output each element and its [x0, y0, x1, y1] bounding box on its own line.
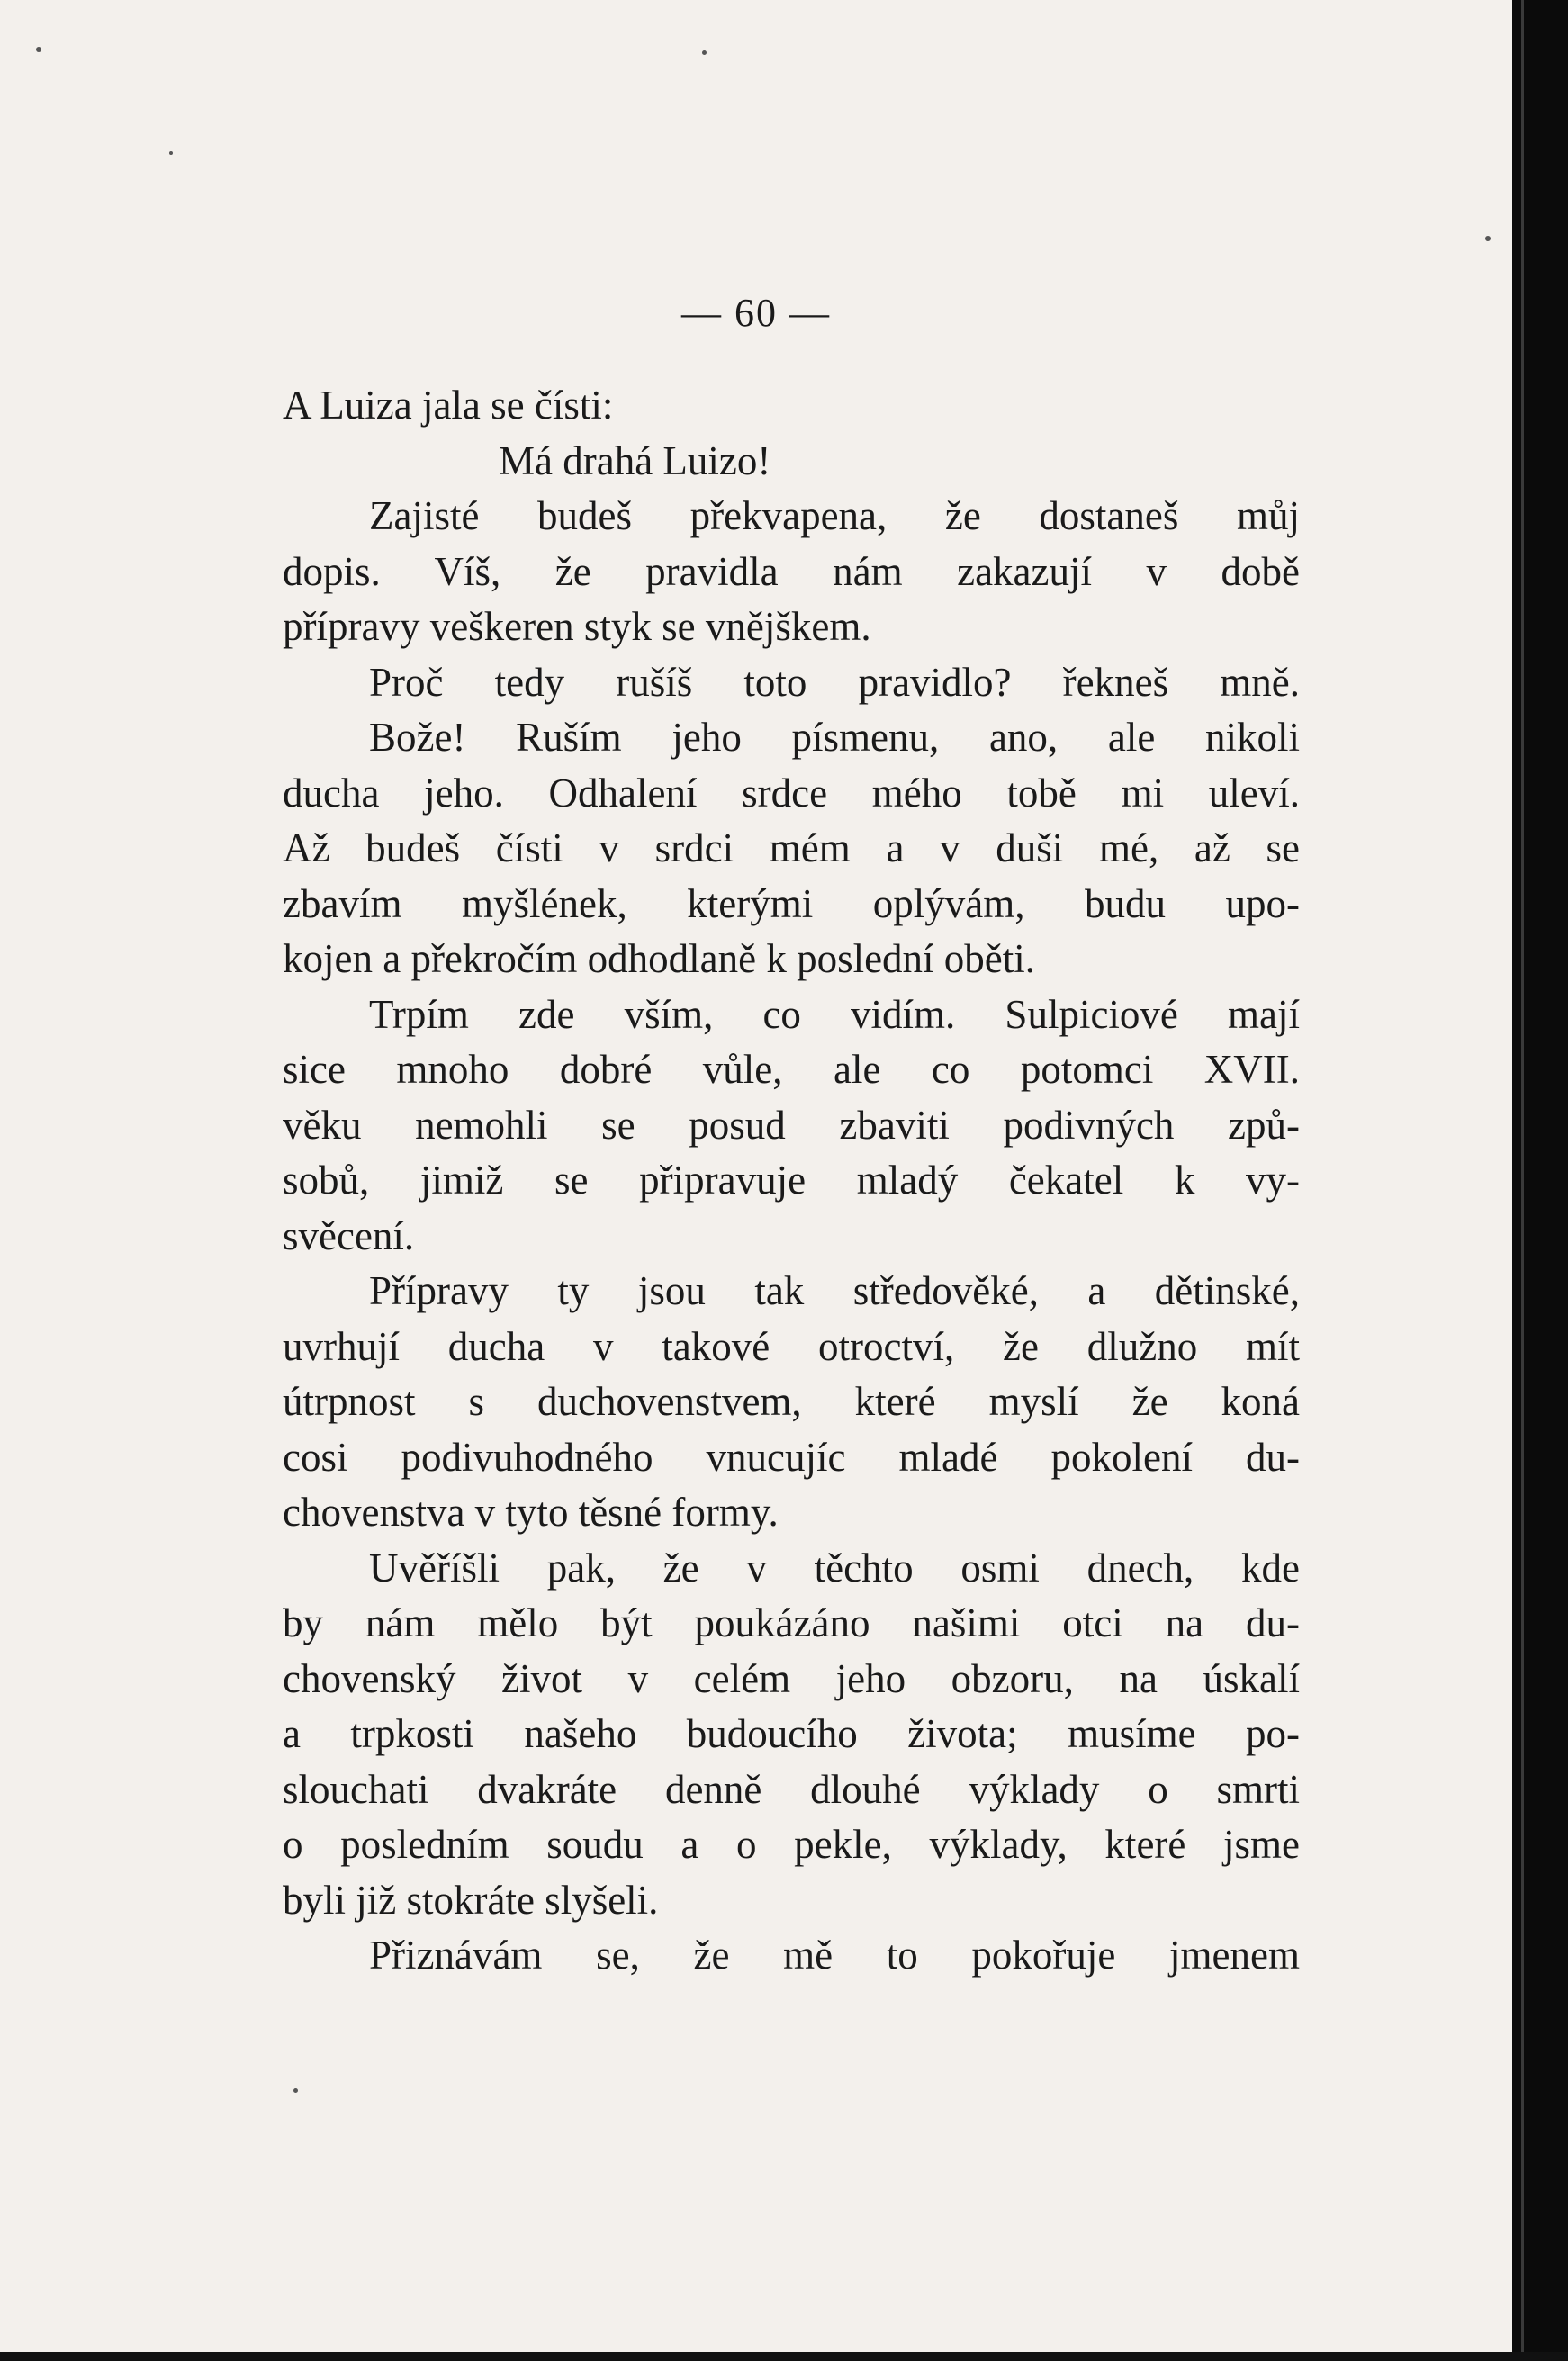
body-text [283, 378, 1300, 1984]
page-number: — 60 — [681, 291, 831, 335]
text-line: Zajisté budeš překvapena, že dostaneš můj [369, 493, 1300, 538]
text-line: Trpím zde vším, co vidím. Sulpiciové mají [369, 991, 1300, 1037]
text-line: by nám mělo být poukázáno našimi otci na du- [283, 1600, 1300, 1645]
text-line: slouchati dvakráte denně dlouhé výklady o smrti [283, 1766, 1300, 1812]
text-line: Uvěříšli pak, že v těchto osmi dnech, kde [369, 1545, 1300, 1591]
scan-speck [702, 50, 707, 55]
text-line: byli již stokráte slyšeli. [283, 1877, 659, 1923]
text-line: zbavím myšlének, kterými oplývám, budu upo- [283, 880, 1300, 926]
text-line: svěcení. [283, 1212, 415, 1258]
text-line: Má drahá Luizo! [499, 437, 771, 483]
text-line: ducha jeho. Odhalení srdce mého tobě mi uleví. [283, 770, 1300, 816]
scan-edge-bottom [0, 2352, 1568, 2361]
text-line: chovenský život v celém jeho obzoru, na úskalí [283, 1655, 1300, 1701]
text-line: o posledním soudu a o pekle, výklady, které jsme [283, 1822, 1300, 1867]
text-line: sobů, jimiž se připravuje mladý čekatel k vy- [283, 1158, 1300, 1203]
text-line: Proč tedy rušíš toto pravidlo? řekneš mně. [369, 659, 1300, 705]
text-line: útrpnost s duchovenstvem, které myslí že koná [283, 1379, 1300, 1424]
scan-speck [293, 2088, 298, 2093]
scan-speck [169, 151, 173, 155]
text-line: přípravy veškeren styk se vnějškem. [283, 604, 871, 649]
scan-edge-line [1521, 0, 1524, 2361]
text-line: Přiznávám se, že mě to pokořuje jmenem [369, 1933, 1300, 1978]
text-line: chovenstva v tyto těsné formy. [283, 1490, 779, 1535]
scan-speck [1485, 236, 1491, 241]
text-line: Bože! Ruším jeho písmenu, ano, ale nikoli [369, 715, 1300, 760]
text-line: A Luiza jala se čísti: [283, 383, 614, 428]
text-line: kojen a překročím odhodlaně k poslední oběti. [283, 936, 1036, 981]
text-line: sice mnoho dobré vůle, ale co potomci XVII. [283, 1047, 1300, 1092]
text-line: Až budeš čísti v srdci mém a v duši mé, až se [283, 825, 1300, 870]
text-line: Přípravy ty jsou tak středověké, a dětinské, [369, 1268, 1300, 1313]
text-line: dopis. Víš, že pravidla nám zakazují v době [283, 548, 1300, 594]
scan-edge-right [1512, 0, 1568, 2361]
text-line: věku nemohli se posud zbaviti podivných způ- [283, 1102, 1300, 1148]
text-line: cosi podivuhodného vnucujíc mladé pokolení du- [283, 1434, 1300, 1480]
scan-speck [36, 47, 41, 52]
text-line: uvrhují ducha v takové otroctví, že dlužno mít [283, 1323, 1300, 1369]
text-line: a trpkosti našeho budoucího života; musíme po- [283, 1711, 1300, 1756]
